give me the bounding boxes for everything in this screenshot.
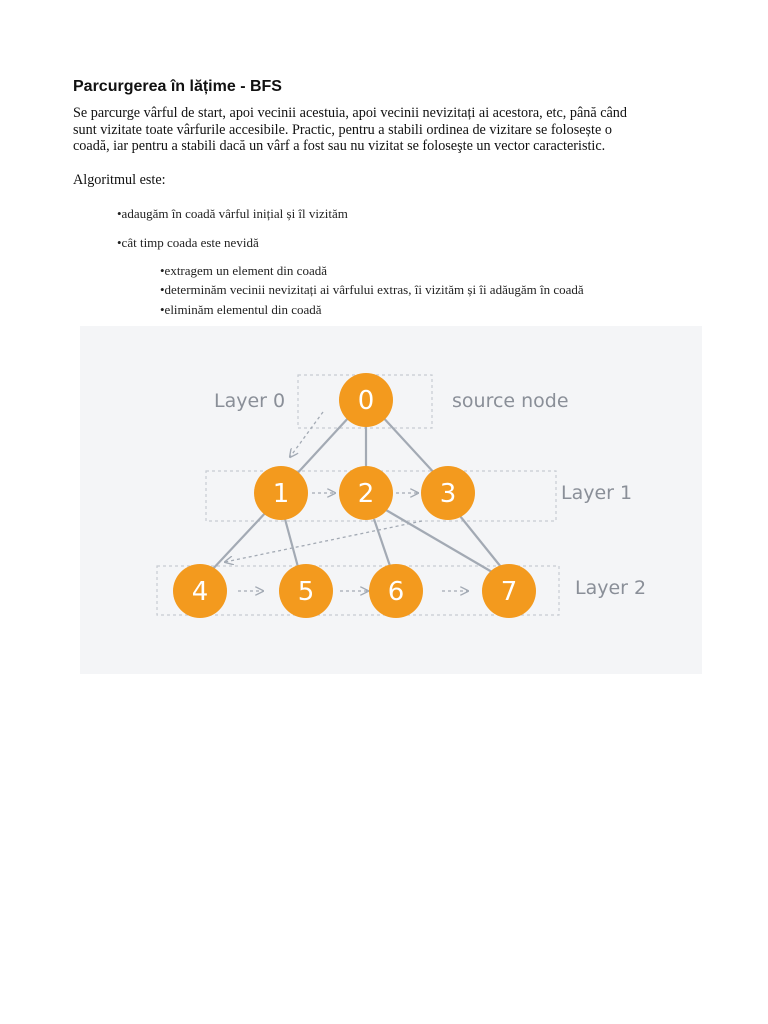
- node-6: [369, 564, 423, 618]
- node-2: [339, 466, 393, 520]
- algorithm-intro: Algoritmul este:: [73, 172, 166, 188]
- node-label: 0: [357, 386, 375, 416]
- node-4: [173, 564, 227, 618]
- node-0: [339, 373, 393, 427]
- description-paragraph: [73, 105, 703, 155]
- sub-bullet-item: •eliminăm elementul din coadă: [160, 302, 322, 317]
- bfs-diagram: [80, 326, 702, 674]
- paragraph-line: sunt vizitate toate vârfurile accesibile. Practic, pentru a stabili ordinea de vizitare se folosește o: [73, 121, 612, 138]
- sub-bullet-item: •determinăm vecinii nevizitați ai vârfului extras, îi vizităm și îi adăugăm în coadă: [160, 282, 584, 297]
- node-5: [279, 564, 333, 618]
- node-label: 3: [439, 479, 457, 509]
- page-title: Parcurgerea în lățime - BFS: [73, 78, 282, 95]
- node-label: 5: [297, 577, 315, 607]
- node-1: [254, 466, 308, 520]
- source-node-label: source node: [452, 390, 569, 412]
- node-label: 7: [500, 577, 518, 607]
- node-7: [482, 564, 536, 618]
- paragraph-line: Se parcurge vârful de start, apoi vecinii acestuia, apoi vecinii nevizitați ai acestora, etc, până când: [73, 105, 627, 121]
- layer-2-label: Layer 2: [575, 577, 647, 599]
- node-label: 6: [387, 577, 405, 607]
- node-label: 4: [191, 577, 209, 607]
- node-3: [421, 466, 475, 520]
- node-label: 2: [357, 479, 375, 509]
- sub-bullet-item: •extragem un element din coadă: [160, 263, 327, 278]
- layer-0-label: Layer 0: [214, 390, 286, 412]
- bullet-item: •cât timp coada este nevidă: [117, 235, 259, 250]
- bullet-item: •adaugăm în coadă vârful inițial și îl vizităm: [117, 206, 348, 221]
- layer-1-label: Layer 1: [561, 482, 633, 504]
- bfs-diagram-svg: [80, 326, 702, 674]
- paragraph-line: coadă, iar pentru a stabili dacă un vârf a fost sau nu vizitat se foloseşte un vector caracteristic.: [73, 138, 606, 154]
- node-label: 1: [272, 479, 290, 509]
